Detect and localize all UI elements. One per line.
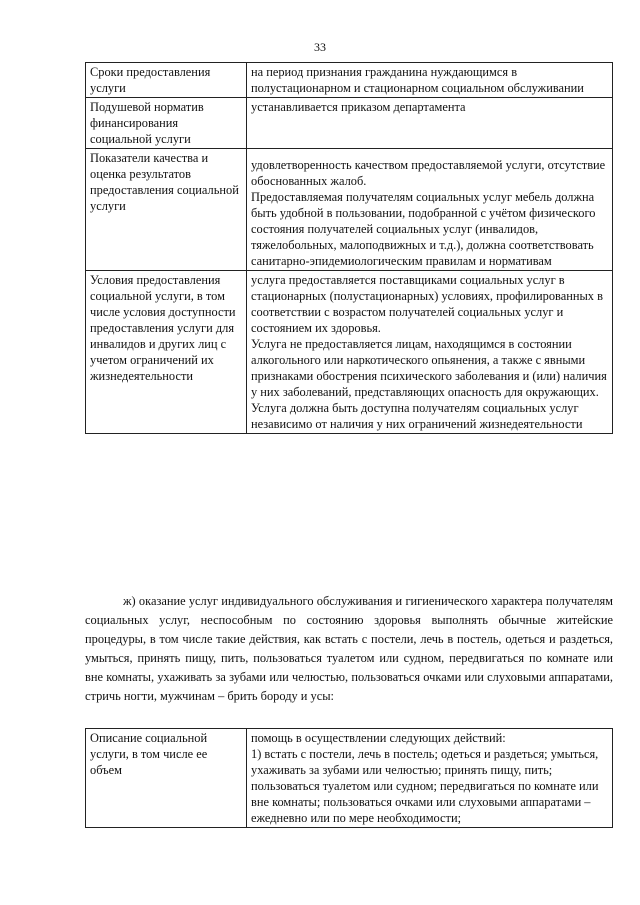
table-row (86, 63, 613, 98)
row-label-description: Описание социальной услуги, в том числе ее объем (86, 729, 247, 828)
value-text: удовлетворенность качеством предоставляемой услуги, отсутствие обоснованных жалоб. (251, 158, 606, 188)
table-row (86, 729, 613, 828)
row-label-quality: Показатели качества и оценка результатов предоставления социальной услуги (86, 149, 247, 271)
value-text: помощь в осуществлении следующих действий: (251, 731, 506, 745)
row-label-duration: Сроки предоставления услуги (86, 63, 247, 98)
value-text: устанавливается приказом департамента (251, 100, 466, 114)
value-text: 1) встать с постели, лечь в постель; одеться и раздеться; умыться, ухаживать за зубами или челюстью; принять пищу, пить; пользоваться туалетом или судном; передвигаться по комнате или вне комнаты; пользоваться очками или слуховыми аппаратами – ежедневно или по мере необходимости; (251, 747, 599, 825)
value-text: Предоставляемая получателям социальных услуг мебель должна быть удобной в пользовании, подобранной с учётом физического состояния получателей социальных услуг (инвалидов, тяжелобольных, малоподвижных и т.д.), должна соответствовать санитарно-эпидемиологическим правилам и нормативам (251, 190, 596, 268)
value-text: услуга предоставляется поставщиками социальных услуг в стационарных (полустационарных) условиях, профилированных в соответствии с возрастом получателей социальных услуг и состоянием их здоровья. (251, 273, 603, 335)
service-paragraph: ж) оказание услуг индивидуального обслуживания и гигиенического характера получателям социальных услуг, неспособным по состоянию здоровья выполнять обычные житейские процедуры, в том числе такие действия, как встать с постели, лечь в постель, одеться и раздеться, умыться, принять пищу, пить, пользоваться туалетом или судном, передвигаться по комнате или вне комнаты, ухаживать за зубами или челюстью, пользоваться очками или слуховыми аппаратами, стричь ногти, мужчинам – брить бороду и усы: (85, 594, 613, 703)
table-row (86, 149, 613, 271)
value-text: Услуга должна быть доступна получателям социальных услуг независимо от наличия у них ограничений жизнедеятельности (251, 401, 583, 431)
row-label-conditions: Условия предоставления социальной услуги, в том числе условия доступности предоставления услуги для инвалидов и других лиц с учетом ограничений их жизнедеятельности (86, 271, 247, 434)
row-value-duration (247, 63, 613, 98)
row-value-quality (247, 149, 613, 271)
service-description-table (85, 728, 613, 828)
table-row (86, 271, 613, 434)
service-details-table (85, 62, 613, 434)
row-label-funding: Подушевой норматив финансирования социальной услуги (86, 98, 247, 149)
row-value-funding (247, 98, 613, 149)
row-value-conditions (247, 271, 613, 434)
value-text: Услуга не предоставляется лицам, находящимся в состоянии алкогольного или наркотического опьянения, а также с явными признаками обострения психического заболевания и (или) наличия у них заболеваний, представляющих опасность для окружающих. (251, 337, 607, 399)
row-value-description (247, 729, 613, 828)
table-row (86, 98, 613, 149)
value-text: на период признания гражданина нуждающимся в полустационарном и стационарном социальном обслуживании (251, 65, 584, 95)
page-number: 33 (314, 40, 326, 54)
